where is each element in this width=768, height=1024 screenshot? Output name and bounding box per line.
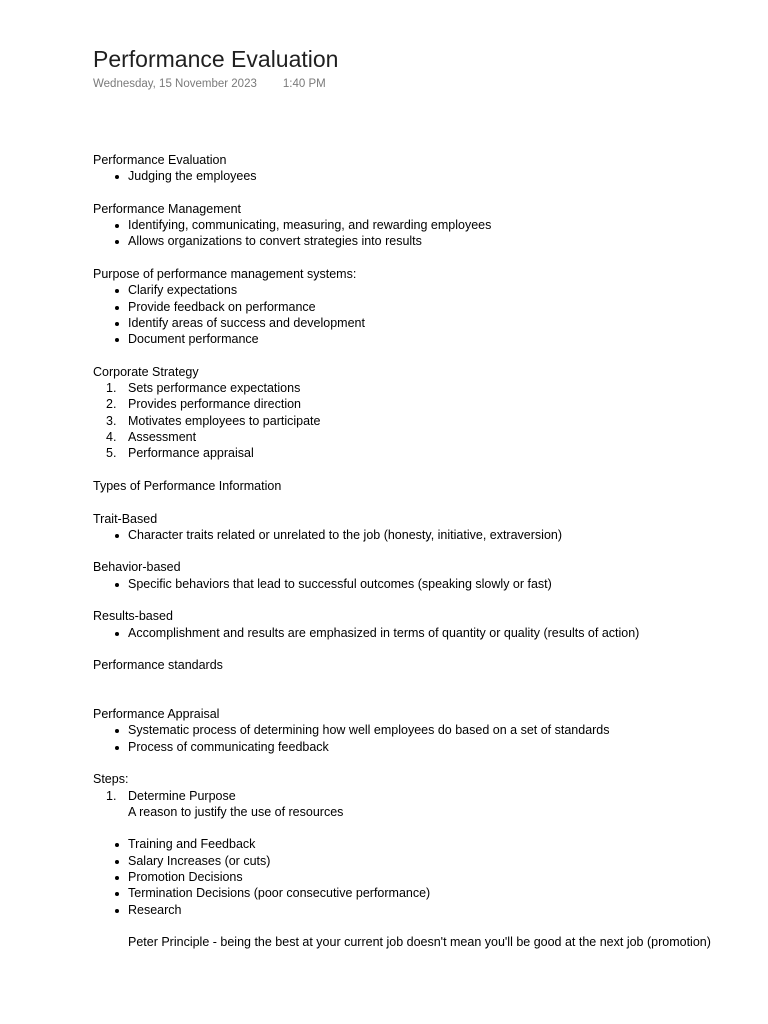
list-item: Systematic process of determining how well employees do based on a set of standards — [93, 722, 733, 738]
list-item-text: Assessment — [128, 430, 197, 445]
section-heading-standards: Performance standards — [93, 658, 223, 673]
bullet-list — [93, 576, 733, 592]
list-item-text: Sets performance expectations — [128, 381, 301, 396]
page-time: 1:40 PM — [282, 78, 326, 90]
spacer — [93, 820, 733, 836]
list-item — [93, 396, 733, 412]
list-item: Character traits related or unrelated to the job (honesty, initiative, extraversion) — [93, 527, 733, 543]
list-item — [93, 445, 733, 461]
bullet-list — [93, 217, 733, 250]
section-heading: Purpose of performance management systems: — [93, 267, 357, 282]
list-item — [93, 380, 733, 396]
section-behavior-based — [93, 559, 733, 592]
note-body[interactable] — [93, 152, 733, 951]
list-item-text: Performance appraisal — [128, 446, 254, 461]
section-purpose — [93, 266, 733, 347]
section-heading: Behavior-based — [93, 560, 181, 575]
section-heading: Results-based — [93, 609, 173, 624]
list-item: Accomplishment and results are emphasized in terms of quantity or quality (results of action) — [93, 625, 733, 641]
page-date: Wednesday, 15 November 2023 — [93, 78, 257, 90]
peter-principle-note: Peter Principle - being the best at your current job doesn't mean you'll be good at the next job (promotion) — [128, 935, 711, 950]
section-types-info — [93, 478, 733, 494]
list-item: Identify areas of success and development — [93, 315, 733, 331]
section-heading: Performance Evaluation — [93, 153, 227, 167]
list-number: 4. — [106, 430, 117, 445]
section-heading: Trait-Based — [93, 511, 158, 526]
list-item: Document performance — [93, 331, 733, 347]
list-number: 1. — [106, 788, 117, 803]
section-heading: Types of Performance Information — [93, 478, 282, 493]
bullet-list — [93, 625, 733, 641]
list-item-text: Motivates employees to participate — [128, 413, 321, 428]
list-item: Promotion Decisions — [93, 869, 733, 885]
step-description: A reason to justify the use of resources — [128, 804, 344, 819]
numbered-list — [93, 788, 733, 804]
numbered-list — [93, 380, 733, 461]
list-item-text: Provides performance direction — [128, 397, 301, 412]
spacer — [93, 674, 733, 707]
page-title[interactable]: Performance Evaluation — [93, 46, 339, 72]
list-item: Identifying, communicating, measuring, and rewarding employees — [93, 217, 733, 233]
section-heading: Steps: — [93, 772, 129, 787]
section-performance-appraisal — [93, 706, 733, 755]
list-item — [93, 788, 733, 804]
list-number: 5. — [106, 446, 117, 461]
list-item: Specific behaviors that lead to successful outcomes (speaking slowly or fast) — [93, 576, 733, 592]
list-item: Training and Feedback — [93, 836, 733, 852]
list-item: Termination Decisions (poor consecutive performance) — [93, 885, 733, 901]
list-item — [93, 429, 733, 445]
section-corporate-strategy — [93, 364, 733, 462]
section-heading: Performance Management — [93, 201, 241, 216]
section-performance-management — [93, 201, 733, 250]
list-item: Clarify expectations — [93, 282, 733, 298]
list-item: Provide feedback on performance — [93, 299, 733, 315]
list-number: 3. — [106, 413, 117, 428]
bullet-list — [93, 527, 733, 543]
section-results-based — [93, 608, 733, 641]
bullet-list — [93, 282, 733, 347]
list-item: Process of communicating feedback — [93, 739, 733, 755]
list-number: 2. — [106, 397, 117, 412]
page-header — [93, 44, 713, 92]
list-number: 1. — [106, 381, 117, 396]
section-steps — [93, 771, 733, 950]
section-heading: Performance Appraisal — [93, 707, 220, 722]
list-item: Research — [93, 902, 733, 918]
section-heading: Corporate Strategy — [93, 364, 199, 379]
list-item: Allows organizations to convert strategies into results — [93, 233, 733, 249]
list-item: Judging the employees — [93, 168, 733, 184]
list-item: Salary Increases (or cuts) — [93, 853, 733, 869]
bullet-list — [93, 836, 733, 917]
spacer — [93, 918, 733, 934]
page-timestamp — [93, 76, 713, 92]
bullet-list — [93, 722, 733, 755]
list-item — [93, 413, 733, 429]
list-item-text: Determine Purpose — [128, 788, 236, 803]
bullet-list — [93, 168, 733, 184]
section-performance-evaluation — [93, 152, 733, 185]
section-trait-based — [93, 511, 733, 544]
